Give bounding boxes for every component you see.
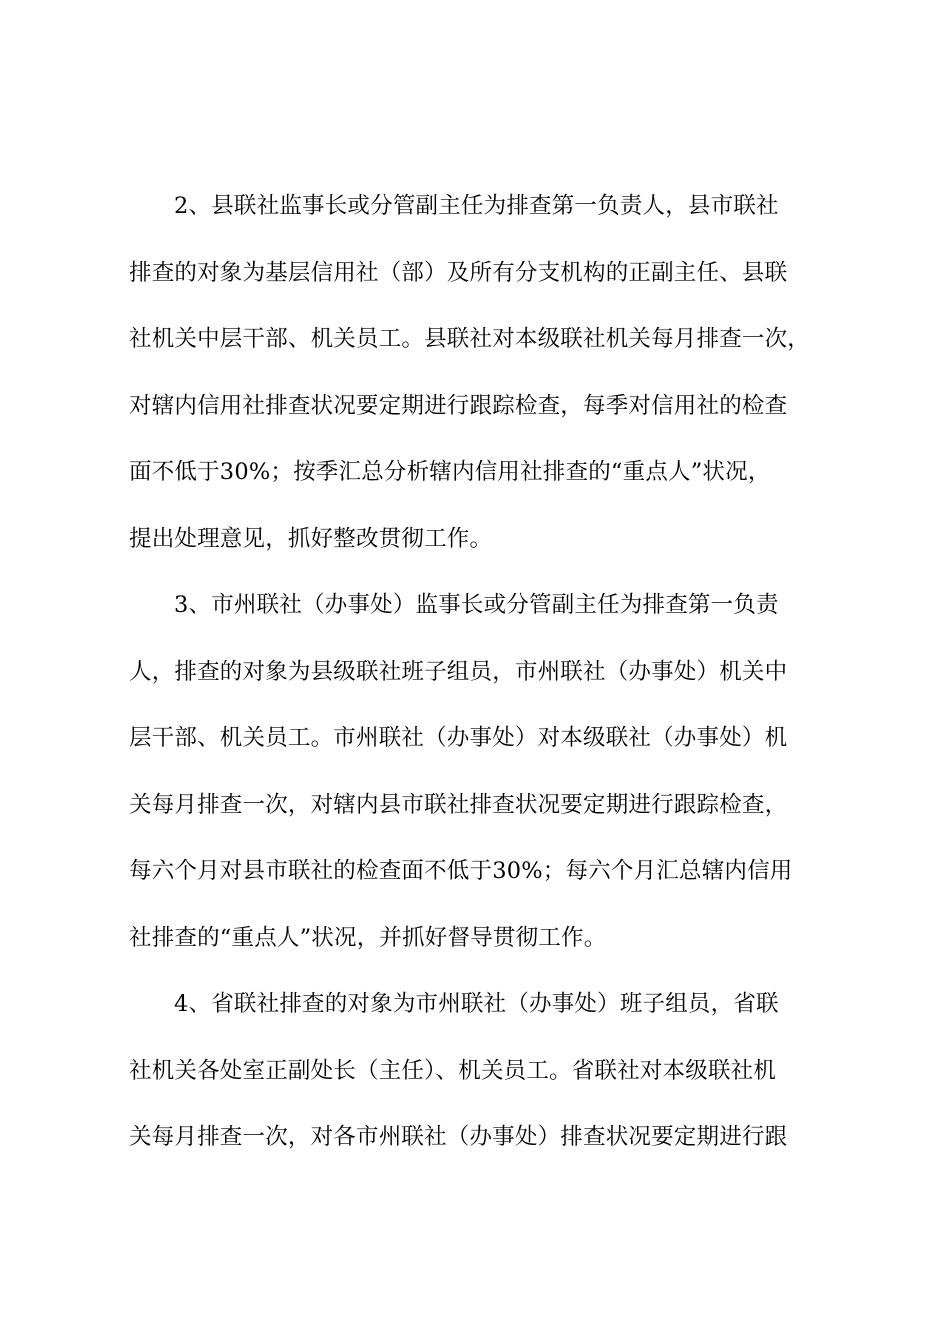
- text-line: 对辖内信用社排查状况要定期进行跟踪检查，每季对信用社的检查: [129, 392, 788, 419]
- text-line: 4、省联社排查的对象为市州联社（办事处）班子组员，省联: [174, 991, 779, 1017]
- paragraph-2: [129, 186, 825, 585]
- text-line: 人，排查的对象为县级联社班子组员，市州联社（办事处）机关中: [129, 658, 788, 685]
- paragraph-4: [129, 984, 825, 1184]
- text-line: 排查的对象为基层信用社（部）及所有分支机构的正副主任、县联: [129, 259, 788, 286]
- text-line: 提出处理意见，抓好整改贯彻工作。: [129, 525, 493, 552]
- text-line: 社机关各处室正副处长（主任）、机关员工。省联社对本级联社机: [129, 1057, 777, 1084]
- text-line: 关每月排查一次，对辖内县市联社排查状况要定期进行跟踪检查，: [129, 791, 788, 818]
- document-body: [129, 186, 825, 1184]
- text-line: 社机关中层干部、机关员工。县联社对本级联社机关每月排查一次，: [129, 326, 811, 352]
- text-line: 面不低于30%；按季汇总分析辖内信用社排查的“重点人”状况，: [129, 459, 771, 485]
- text-line: 社排查的“重点人”状况，并抓好督导贯彻工作。: [129, 924, 607, 951]
- paragraph-3: [129, 585, 825, 984]
- text-line: 层干部、机关员工。市州联社（办事处）对本级联社（办事处）机: [129, 725, 788, 751]
- text-line: 2、县联社监事长或分管副主任为排查第一负责人，县市联社: [174, 193, 779, 219]
- text-line: 每六个月对县市联社的检查面不低于30%；每六个月汇总辖内信用: [129, 858, 793, 884]
- text-line: 3、市州联社（办事处）监事长或分管副主任为排查第一负责: [174, 592, 779, 618]
- text-line: 关每月排查一次，对各市州联社（办事处）排查状况要定期进行跟: [129, 1124, 788, 1150]
